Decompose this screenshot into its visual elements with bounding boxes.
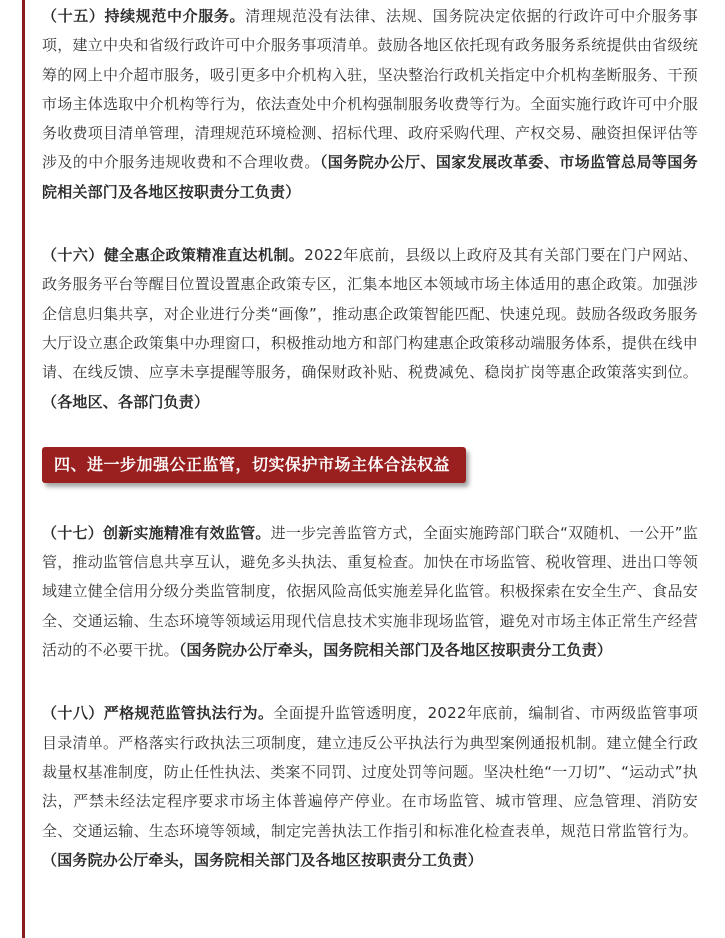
section-18	[42, 699, 698, 875]
chapter-banner: 四、进一步加强公正监管，切实保护市场主体合法权益	[42, 447, 466, 483]
section-responsible: （国务院办公厅、国家发展改革委、市场监管总局等国务院相关部门及各地区按职责分工负责）	[42, 153, 698, 201]
section-heading: （十七）创新实施精准有效监管。	[42, 523, 271, 542]
left-accent-rule	[22, 0, 25, 938]
section-15	[42, 2, 698, 207]
section-responsible: （国务院办公厅牵头，国务院相关部门及各地区按职责分工负责）	[42, 850, 483, 869]
section-17	[42, 519, 698, 665]
section-heading: （十八）严格规范监管执法行为。	[42, 704, 274, 723]
section-responsible: （国务院办公厅牵头，国务院相关部门及各地区按职责分工负责）	[178, 641, 613, 660]
section-body: 清理规范没有法律、法规、国务院决定依据的行政许可中介服务事项，建立中央和省级行政许可中介服务事项清单。鼓励各地区依托现有政务服务系统提供由省级统筹的网上中介超市服务，吸引更多中介机构入驻，坚决整治行政机关指定中介机构垄断服务、干预市场主体选取中介机构等行为，依法查处中介机构强制服务收费等行为。全面实施行政许可中介服务收费项目清单管理，清理规范环境检测、招标代理、政府采购代理、产权交易、融资担保评估等涉及的中介服务违规收费和不合理收费。	[42, 7, 698, 172]
section-body: 全面提升监管透明度，2022年底前，编制省、市两级监管事项目录清单。严格落实行政执法三项制度，建立违反公平执法行为典型案例通报机制。建立健全行政裁量权基准制度，防止任性执法、类案不同罚、过度处罚等问题。坚决杜绝“一刀切”、“运动式”执法，严禁未经法定程序要求市场主体普遍停产停业。在市场监管、城市管理、应急管理、消防安全、交通运输、生态环境等领域，制定完善执法工作指引和标准化检查表单，规范日常监管行为。	[42, 704, 698, 840]
section-body: 2022年底前，县级以上政府及其有关部门要在门户网站、政务服务平台等醒目位置设置惠企政策专区，汇集本地区本领域市场主体适用的惠企政策。加强涉企信息归集共享，对企业进行分类“画像”，推动惠企政策智能匹配、快速兑现。鼓励各级政务服务大厅设立惠企政策集中办理窗口，积极推动地方和部门构建惠企政策移动端服务体系，提供在线申请、在线反馈、应享未享提醒等服务，确保财政补贴、税费减免、稳岗扩岗等惠企政策落实到位。	[42, 246, 698, 382]
section-16	[42, 241, 698, 417]
section-heading: （十五）持续规范中介服务。	[42, 7, 246, 25]
article-content	[42, 0, 698, 875]
section-responsible: （各地区、各部门负责）	[42, 392, 210, 411]
section-heading: （十六）健全惠企政策精准直达机制。	[42, 246, 305, 265]
section-body: 进一步完善监管方式，全面实施跨部门联合“双随机、一公开”监管，推动监管信息共享互认，避免多头执法、重复检查。加快在市场监管、税收管理、进出口等领域建立健全信用分级分类监管制度，依据风险高低实施差异化监管。积极探索在安全生产、食品安全、交通运输、生态环境等领域运用现代信息技术实施非现场监管，避免对市场主体正常生产经营活动的不必要干扰。	[42, 523, 698, 660]
